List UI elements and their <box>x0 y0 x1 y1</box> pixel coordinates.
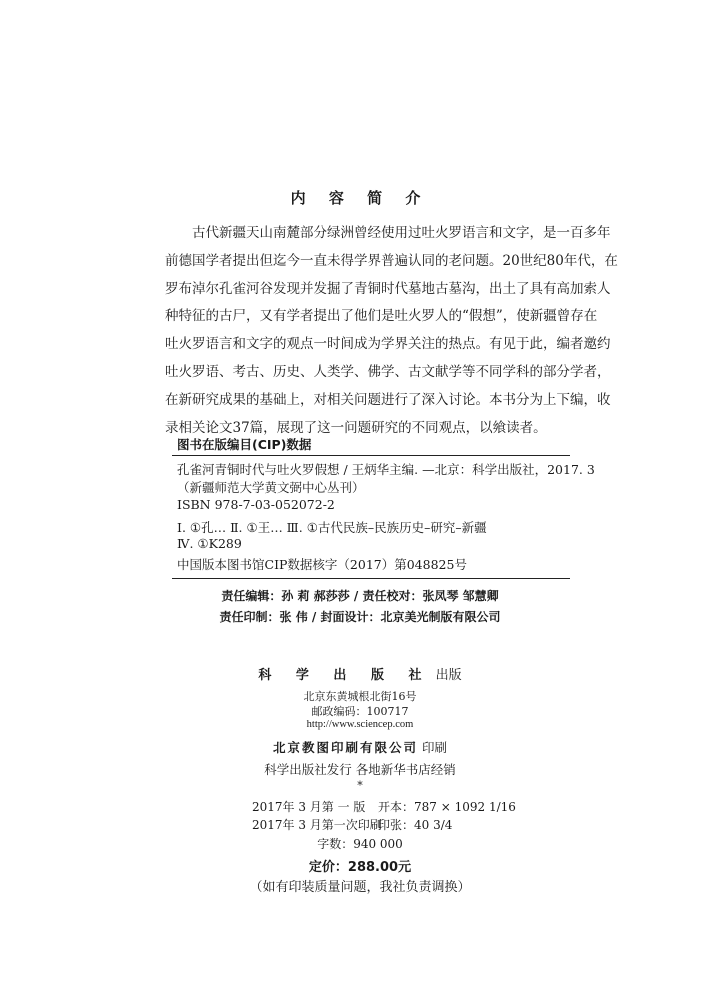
edition: 2017年 3 月第 一 版 <box>252 800 366 814</box>
cip-line-title: 孔雀河青铜时代与吐火罗假想 / 王炳华主编. —北京：科学出版社，2017. 3 <box>177 462 595 477</box>
publisher-suffix: 出版 <box>431 668 462 683</box>
cip-line-series: （新疆师范大学黄文弼中心丛刊） <box>177 480 365 495</box>
summary-body <box>165 220 618 442</box>
word-count: 字数：940 000 <box>317 837 403 851</box>
summary-line: 在新研究成果的基础上，对相关问题进行了深入讨论。本书分为上下编，收 <box>165 391 611 408</box>
printer-name: 北京教图印刷有限公司 <box>273 740 419 755</box>
distribution-line: 科学出版社发行 各地新华书店经销 <box>264 762 456 777</box>
cip-top-rule <box>172 455 570 456</box>
cip-line-record-number: 中国版本图书馆CIP数据核字（2017）第048825号 <box>177 557 467 572</box>
printer-suffix: 印刷 <box>418 740 447 755</box>
publisher-name: 科 学 出 版 社 <box>258 668 432 683</box>
responsibility-production: 责任印制：张 伟 / 封面设计：北京美光制版有限公司 <box>219 610 501 624</box>
printer-line <box>0 738 720 756</box>
printing: 2017年 3 月第一次印刷 <box>252 818 382 832</box>
quality-notice: （如有印装质量问题，我社负责调换） <box>249 880 471 895</box>
sheets: 印张：40 3/4 <box>378 818 453 832</box>
summary-line: 种特征的古尸，又有学者提出了他们是吐火罗人的“假想”，使新疆曾存在 <box>165 308 598 325</box>
publisher-line <box>0 664 720 683</box>
cip-line-classification: Ⅳ. ①K289 <box>177 536 242 551</box>
cip-bottom-rule <box>172 578 570 579</box>
responsibility-editors: 责任编辑：孙 莉 郝莎莎 / 责任校对：张凤琴 邹慧卿 <box>221 589 499 603</box>
publisher-postcode: 邮政编码：100717 <box>311 705 409 718</box>
cip-line-subjects: Ⅰ. ①孔… Ⅱ. ①王… Ⅲ. ①古代民族–民族历史–研究–新疆 <box>177 520 487 535</box>
summary-title: 内 容 简 介 <box>290 189 430 207</box>
cip-line-isbn: ISBN 978-7-03-052072-2 <box>177 497 335 512</box>
price: 定价：288.00元 <box>308 860 412 875</box>
cip-heading: 图书在版编目(CIP)数据 <box>177 437 312 452</box>
publisher-url: http://www.sciencep.com <box>306 719 414 730</box>
publisher-address: 北京东黄城根北街16号 <box>303 690 417 703</box>
summary-line: 吐火罗语言和文字的观点一时间成为学界关注的热点。有见于此，编者邀约 <box>165 336 611 353</box>
summary-line: 罗布淖尔孔雀河谷发现并发掘了青铜时代墓地古墓沟，出土了具有高加索人 <box>165 280 611 297</box>
summary-line: 吐火罗语、考古、历史、人类学、佛学、古文献学等不同学科的部分学者， <box>165 363 611 380</box>
format: 开本：787 × 1092 1/16 <box>378 800 516 814</box>
separator-star: * <box>357 779 363 792</box>
summary-line: 前德国学者提出但迄今一直未得学界普遍认同的老问题。20世纪80年代，在 <box>165 252 618 269</box>
summary-line: 古代新疆天山南麓部分绿洲曾经使用过吐火罗语言和文字，是一百多年 <box>192 225 611 241</box>
summary-line: 录相关论文37篇，展现了这一问题研究的不同观点，以飨读者。 <box>165 419 547 436</box>
